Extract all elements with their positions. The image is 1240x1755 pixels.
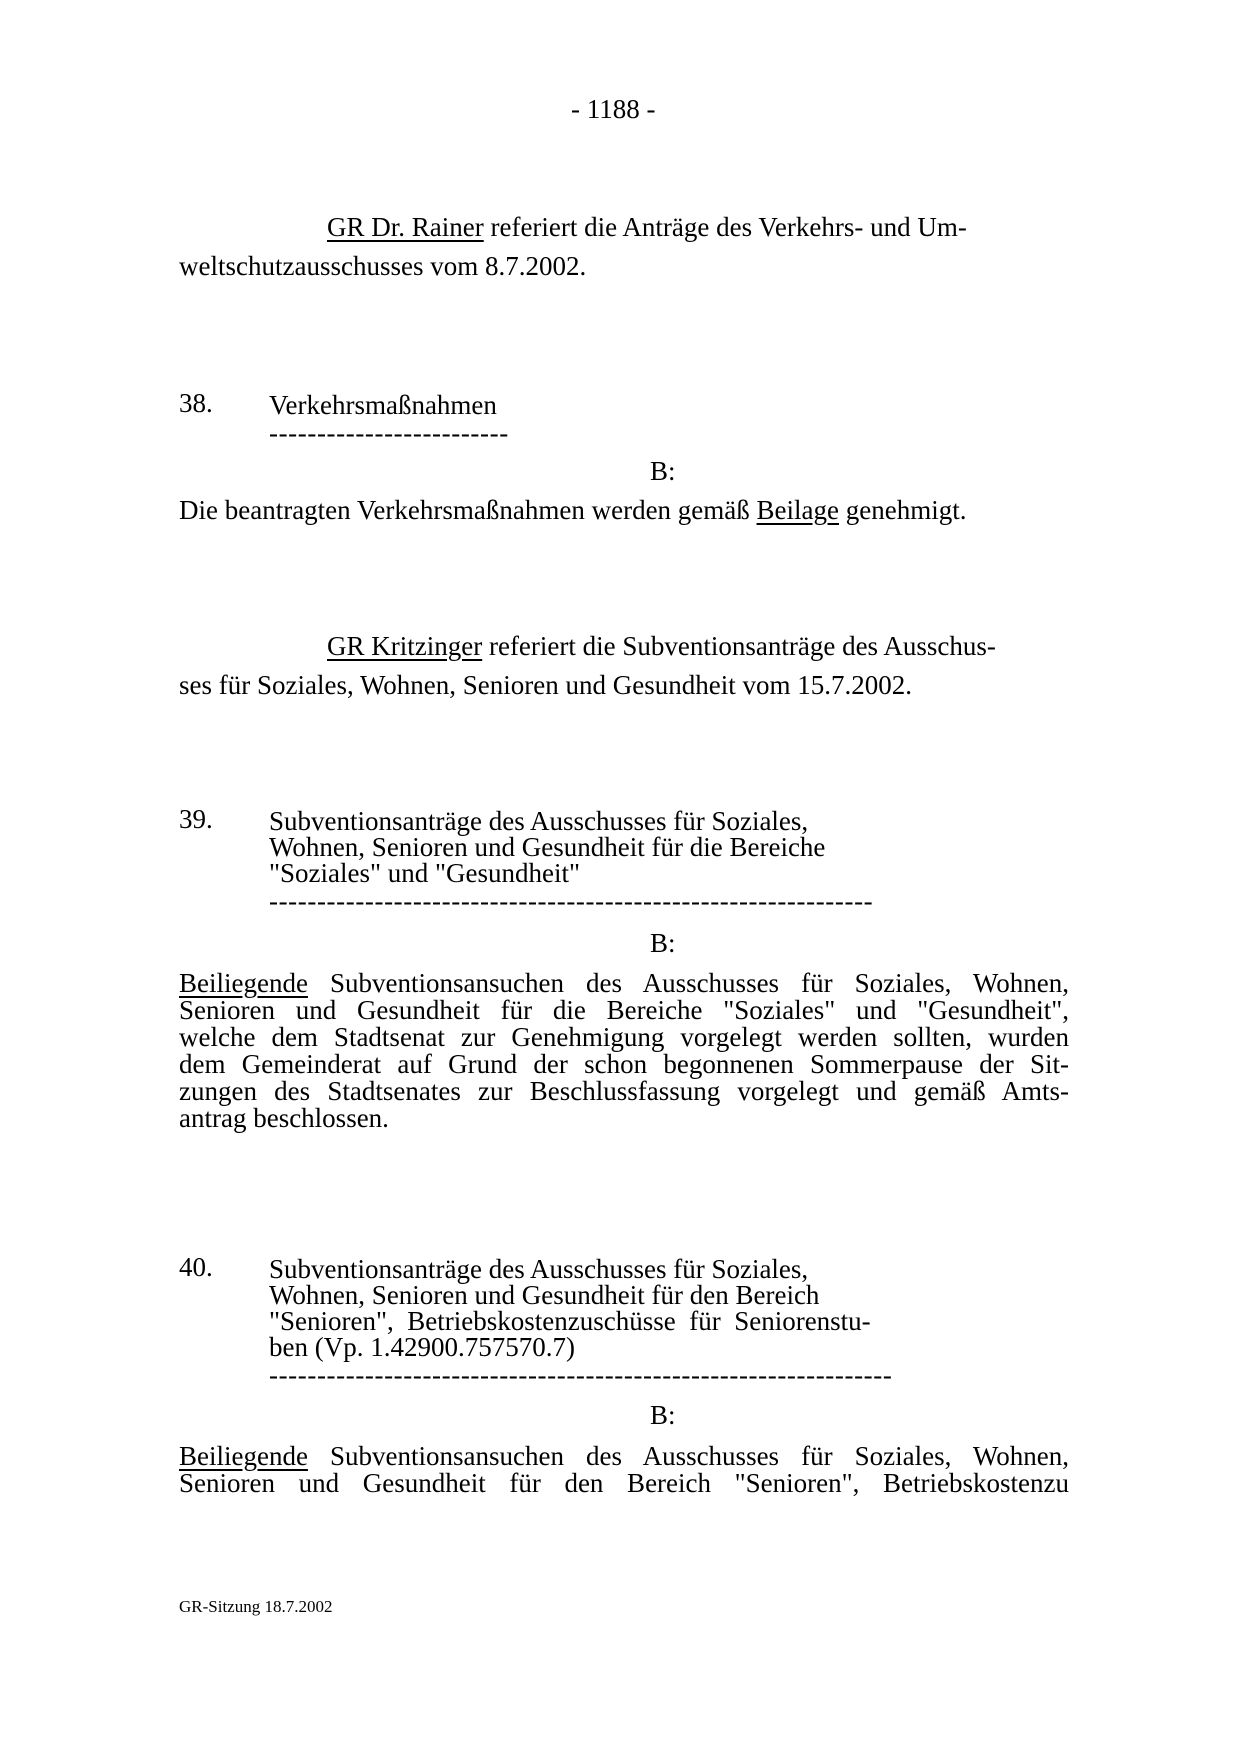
item-number: 40. (179, 1252, 213, 1282)
resolution-label: B: (650, 928, 676, 958)
page-number: - 1188 - (571, 94, 656, 124)
intro-text: referiert die Anträge des Verkehrs- und Um- (483, 212, 967, 242)
intro-paragraph-rainer (179, 208, 1069, 286)
resolution-text-line: antrag beschlossen. (179, 1103, 389, 1133)
intro-paragraph-kritzinger (179, 627, 1069, 705)
item-number: 38. (179, 388, 213, 418)
item-title-line: Wohnen, Senioren und Gesundheit für die Bereiche (269, 832, 826, 862)
item-title (269, 808, 825, 886)
speaker-name: GR Dr. Rainer (327, 212, 484, 242)
title-underline-dashes: ------------------------- (269, 418, 509, 448)
item-title-line: Wohnen, Senioren und Gesundheit für den Bereich (269, 1280, 820, 1310)
item-title (269, 392, 497, 418)
resolution-text-end: genehmigt. (839, 495, 967, 525)
item-title-line: Subventionsanträge des Ausschusses für Soziales, (269, 806, 809, 836)
intro-text-line2: weltschutzausschusses vom 8.7.2002. (179, 251, 587, 281)
resolution-text (179, 495, 966, 526)
resolution-text-line: Senioren und Gesundheit für den Bereich "Senioren", Betriebskostenzu (179, 1468, 1069, 1498)
resolution-text (179, 970, 1069, 1132)
resolution-text (179, 1443, 1069, 1497)
footer-session-date: GR-Sitzung 18.7.2002 (179, 1597, 333, 1616)
intro-text: referiert die Subventionsanträge des Ausschus- (482, 631, 996, 661)
item-title-line: Verkehrsmaßnahmen (269, 390, 497, 420)
item-title-line: "Senioren", Betriebskostenzuschüsse für Seniorenstu- (269, 1306, 871, 1336)
attachment-reference: Beiliegende (179, 968, 308, 998)
attachment-reference: Beiliegende (179, 1441, 308, 1471)
title-underline-dashes: --------------------------------------------------------------- (269, 886, 874, 916)
item-title-line: ben (Vp. 1.42900.757570.7) (269, 1332, 575, 1362)
item-title-line: "Soziales" und "Gesundheit" (269, 858, 581, 888)
resolution-label: B: (650, 1400, 676, 1430)
item-number: 39. (179, 804, 213, 834)
resolution-label: B: (650, 456, 676, 486)
title-underline-dashes: ----------------------------------------------------------------- (269, 1360, 893, 1390)
resolution-text-line: Subventionsansuchen des Ausschusses für Soziales, Wohnen, (307, 968, 1069, 998)
intro-text-line2: ses für Soziales, Wohnen, Senioren und Gesundheit vom 15.7.2002. (179, 670, 912, 700)
resolution-text-line: welche dem Stadtsenat zur Genehmigung vorgelegt werden sollten, wurden (179, 1022, 1069, 1052)
resolution-text-line: zungen des Stadtsenates zur Beschlussfassung vorgelegt und gemäß Amts- (179, 1076, 1069, 1106)
item-title (269, 1256, 871, 1360)
speaker-name: GR Kritzinger (327, 631, 483, 661)
resolution-text-line: Subventionsansuchen des Ausschusses für Soziales, Wohnen, (307, 1441, 1069, 1471)
item-title-line: Subventionsanträge des Ausschusses für Soziales, (269, 1254, 809, 1284)
resolution-text-line: dem Gemeinderat auf Grund der schon begonnenen Sommerpause der Sit- (179, 1049, 1069, 1079)
attachment-reference: Beilage (756, 495, 839, 525)
resolution-text-start: Die beantragten Verkehrsmaßnahmen werden gemäß (179, 495, 757, 525)
resolution-text-line: Senioren und Gesundheit für die Bereiche "Soziales" und "Gesundheit", (179, 995, 1069, 1025)
